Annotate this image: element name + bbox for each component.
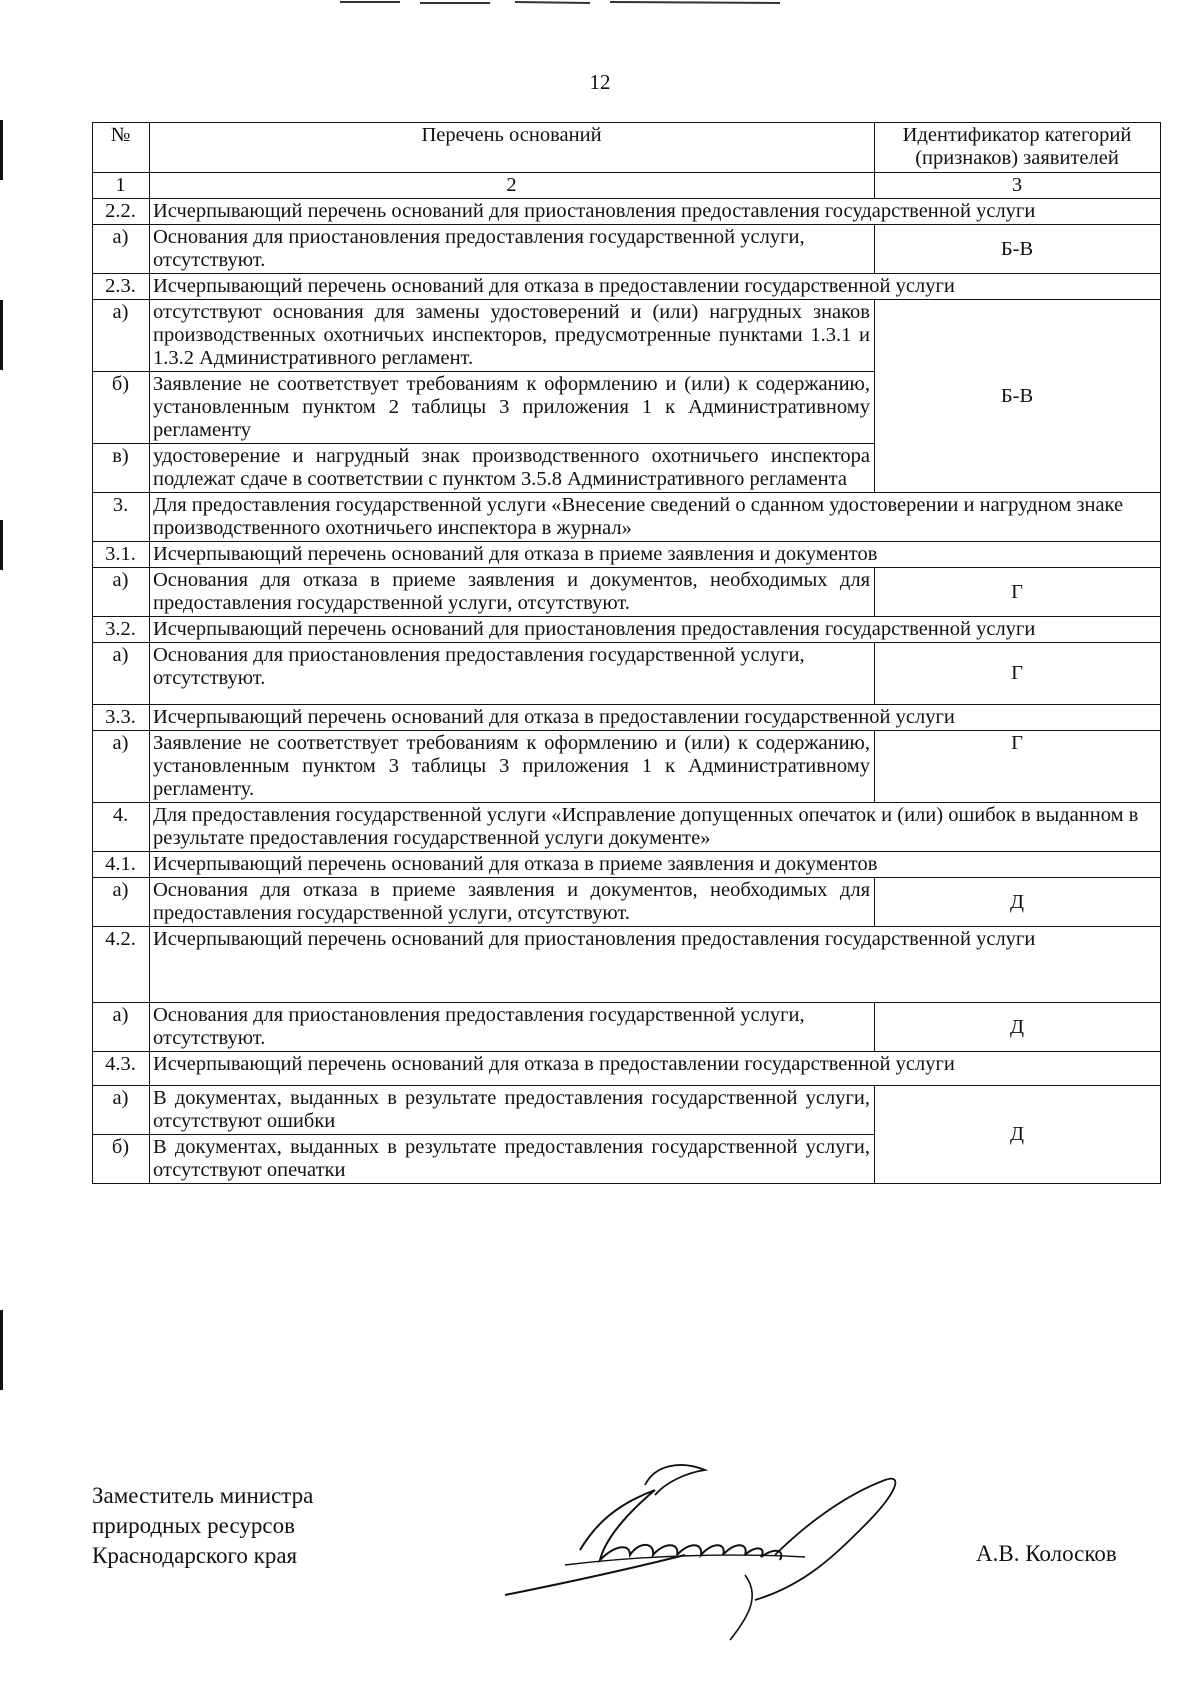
- row-category: Д: [875, 878, 1161, 927]
- row-text: Основания для приостановления предоставления государственной услуги, отсутствуют.: [150, 1003, 875, 1052]
- page-number: 12: [589, 70, 611, 94]
- handwritten-signature: [505, 1455, 925, 1645]
- table-row: [93, 1086, 1161, 1135]
- table-row: [93, 852, 1161, 878]
- table-row: [93, 199, 1161, 225]
- row-number: б): [93, 372, 150, 444]
- row-text: Основания для отказа в приеме заявления и документов, необходимых для предоставления государственной услуги, отсутствуют.: [150, 878, 875, 927]
- column-number: 1: [93, 173, 150, 199]
- table-row: [93, 643, 1161, 705]
- row-category: Г: [875, 568, 1161, 617]
- row-text: отсутствуют основания для замены удостоверений и (или) нагрудных знаков производственных охотничьих инспекторов, предусмотренные пунктами 1.3.1 и 1.3.2 Административного регламент.: [150, 300, 875, 372]
- signatory-title: [92, 1481, 313, 1571]
- row-text: Основания для приостановления предоставления государственной услуги, отсутствуют.: [150, 643, 875, 705]
- table-row: [93, 493, 1161, 542]
- column-number-row: [93, 173, 1161, 199]
- row-number: 2.2.: [93, 199, 150, 225]
- table-row: [93, 803, 1161, 852]
- row-text: В документах, выданных в результате предоставления государственной услуги, отсутствуют ошибки: [150, 1086, 875, 1135]
- column-number: 3: [875, 173, 1161, 199]
- table-row: [93, 617, 1161, 643]
- signatory-title-line: Заместитель министра: [92, 1483, 314, 1508]
- table-row: [93, 542, 1161, 568]
- row-number: а): [93, 225, 150, 274]
- row-text: Исчерпывающий перечень оснований для приостановления предоставления государственной услуги: [150, 927, 1161, 1003]
- table-row: [93, 1003, 1161, 1052]
- row-number: 3.3.: [93, 705, 150, 731]
- row-number: в): [93, 444, 150, 493]
- row-text: Исчерпывающий перечень оснований для отказа в предоставлении государственной услуги: [150, 1052, 1161, 1086]
- table-row: [93, 705, 1161, 731]
- row-text: Исчерпывающий перечень оснований для отказа в приеме заявления и документов: [150, 542, 1161, 568]
- row-text: Заявление не соответствует требованиям к оформлению и (или) к содержанию, установленным пунктом 3 таблицы 3 приложения 1 к Административному регламенту.: [150, 731, 875, 803]
- table-row: [93, 927, 1161, 1003]
- row-category: Д: [875, 1003, 1161, 1052]
- row-number: 4.1.: [93, 852, 150, 878]
- header-category: Идентификатор категорий (признаков) заявителей: [875, 123, 1161, 173]
- table-row: [93, 274, 1161, 300]
- row-number: 3.: [93, 493, 150, 542]
- row-text: В документах, выданных в результате предоставления государственной услуги, отсутствуют опечатки: [150, 1135, 875, 1184]
- row-category: Г: [875, 731, 1161, 803]
- row-category: Б-В: [875, 225, 1161, 274]
- row-number: а): [93, 731, 150, 803]
- signatory-title-line: Краснодарского края: [92, 1543, 298, 1568]
- row-number: а): [93, 1003, 150, 1052]
- row-number: а): [93, 878, 150, 927]
- scan-edge-mark: [0, 120, 3, 180]
- table-row: [93, 225, 1161, 274]
- table-header-row: [93, 123, 1161, 173]
- signatory-title-line: природных ресурсов: [92, 1513, 295, 1538]
- row-text: Исчерпывающий перечень оснований для отказа в предоставлении государственной услуги: [150, 705, 1161, 731]
- scan-edge-mark: [0, 520, 3, 570]
- row-text: Исчерпывающий перечень оснований для приостановления предоставления государственной услуги: [150, 617, 1161, 643]
- row-text: Исчерпывающий перечень оснований для отказа в предоставлении государственной услуги: [150, 274, 1161, 300]
- header-basis: Перечень оснований: [150, 123, 875, 173]
- row-text: Исчерпывающий перечень оснований для приостановления предоставления государственной услуги: [150, 199, 1161, 225]
- column-number: 2: [150, 173, 875, 199]
- row-number: 3.1.: [93, 542, 150, 568]
- row-number: 2.3.: [93, 274, 150, 300]
- row-category: Д: [875, 1086, 1161, 1184]
- grounds-table: [92, 122, 1161, 1184]
- header-num: №: [93, 123, 150, 173]
- table-row: [93, 731, 1161, 803]
- row-text: удостоверение и нагрудный знак производственного охотничьего инспектора подлежат сдаче в соответствии с пунктом 3.5.8 Административного регламента: [150, 444, 875, 493]
- row-number: б): [93, 1135, 150, 1184]
- row-number: а): [93, 568, 150, 617]
- row-number: а): [93, 1086, 150, 1135]
- row-number: а): [93, 643, 150, 705]
- row-category: Б-В: [875, 300, 1161, 493]
- row-text: Заявление не соответствует требованиям к оформлению и (или) к содержанию, установленным пунктом 2 таблицы 3 приложения 1 к Административному регламенту: [150, 372, 875, 444]
- row-number: 4.3.: [93, 1052, 150, 1086]
- row-text: Для предоставления государственной услуги «Исправление допущенных опечаток и (или) ошибок в выданном в результате предоставления государственной услуги документе»: [150, 803, 1161, 852]
- row-number: а): [93, 300, 150, 372]
- scan-artifact-top: [340, 0, 860, 8]
- table-row: [93, 878, 1161, 927]
- row-text: Для предоставления государственной услуги «Внесение сведений о сданном удостоверении и нагрудном знаке производственного охотничьего инспектора в журнал»: [150, 493, 1161, 542]
- row-text: Исчерпывающий перечень оснований для отказа в приеме заявления и документов: [150, 852, 1161, 878]
- row-number: 4.2.: [93, 927, 150, 1003]
- row-text: Основания для приостановления предоставления государственной услуги, отсутствуют.: [150, 225, 875, 274]
- scan-edge-mark: [0, 300, 3, 370]
- table-row: [93, 1052, 1161, 1086]
- table-row: [93, 300, 1161, 372]
- row-text: Основания для отказа в приеме заявления и документов, необходимых для предоставления государственной услуги, отсутствуют.: [150, 568, 875, 617]
- row-number: 3.2.: [93, 617, 150, 643]
- scan-edge-mark: [0, 1310, 3, 1390]
- signatory-name: А.В. Колосков: [976, 1541, 1117, 1566]
- row-category: Г: [875, 643, 1161, 705]
- table-row: [93, 568, 1161, 617]
- row-number: 4.: [93, 803, 150, 852]
